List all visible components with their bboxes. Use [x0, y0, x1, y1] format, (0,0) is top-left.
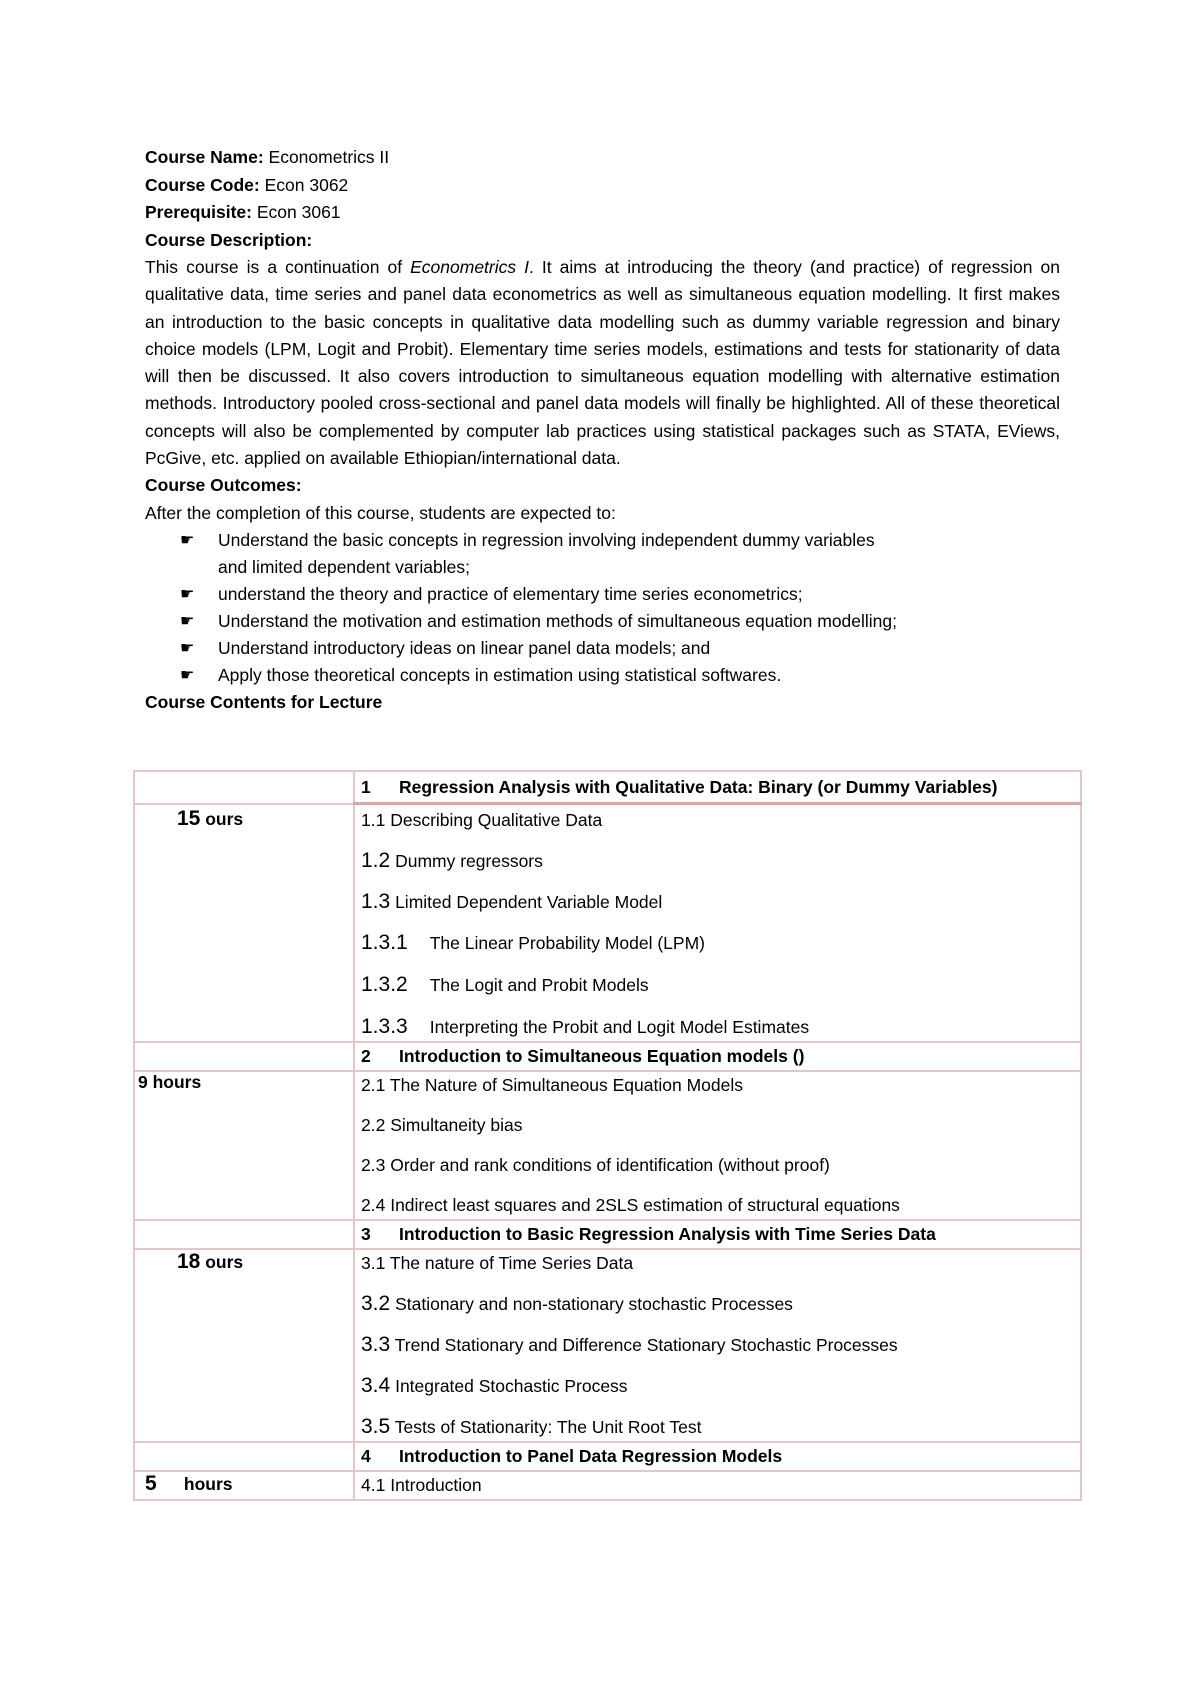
prerequisite-value: Econ 3061	[256, 202, 341, 222]
topic-number: 1.1	[361, 810, 386, 830]
topic-text: The Linear Probability Model (LPM)	[429, 933, 705, 953]
topic-item	[361, 1013, 1074, 1041]
course-contents-table	[133, 770, 1082, 1501]
course-code-value: Econ 3062	[264, 174, 349, 195]
description-heading: Course Description:	[145, 229, 313, 250]
topic-item	[361, 1152, 1074, 1179]
topic-item	[361, 1413, 1074, 1441]
topic-number: 1.3.3	[361, 1015, 408, 1038]
topic-text: The nature of Time Series Data	[389, 1253, 634, 1273]
topic-item	[361, 888, 1074, 916]
course-code-line	[145, 172, 1060, 200]
description-italic: Econometrics I	[410, 257, 530, 277]
chapter-body-row	[134, 1471, 1081, 1500]
topic-text: Tests of Stationarity: The Unit Root Test	[394, 1417, 702, 1437]
pointing-hand-icon: ☛	[180, 613, 195, 631]
chapter-title-text: Introduction to Simultaneous Equation models ()	[399, 1046, 805, 1066]
hours-number: 15	[177, 806, 201, 830]
outcome-item	[180, 608, 900, 635]
chapter-title	[354, 1042, 1081, 1071]
topic-item	[361, 1331, 1074, 1359]
outcomes-heading: Course Outcomes:	[145, 475, 302, 496]
topic-number: 2.1	[361, 1075, 386, 1095]
topic-number: 1.3.2	[361, 973, 408, 996]
hours-number: 18	[177, 1250, 201, 1273]
empty-cell	[134, 1442, 354, 1471]
topic-text: Integrated Stochastic Process	[395, 1376, 628, 1396]
topic-number: 2.3	[361, 1155, 386, 1175]
outcome-text: Understand the basic concepts in regression involving independent dummy variables and limited dependent variables;	[218, 530, 875, 578]
topic-text: Interpreting the Probit and Logit Model Estimates	[429, 1017, 810, 1037]
hours-cell	[134, 1249, 354, 1442]
course-name-value: Econometrics II	[268, 147, 390, 167]
course-name-line	[145, 144, 1060, 172]
topic-number: 3.4	[361, 1374, 391, 1397]
chapter-header-row	[134, 1042, 1081, 1071]
description-part2: . It aims at introducing the theory (and practice) of regression on qualitative data, time series and panel data econometrics as well as simultaneous equation modelling. It first makes an introduction to the basic concepts in qualitative data modelling such as dummy variable regression and binary choice models (LPM, Logit and Probit). Elementary time series models, estimations and tests for stationarity of data will then be discussed. It also covers introduction to simultaneous equation modelling with alternative estimation methods. Introductory pooled cross-sectional and panel data models will finally be highlighted. All of these theoretical concepts will also be complemented by computer lab practices using statistical packages such as STATA, EViews, PcGive, etc. applied on available Ethiopian/international data.	[145, 257, 1060, 469]
topic-item	[361, 971, 1074, 999]
description-paragraph	[145, 254, 1060, 472]
topic-number: 3.3	[361, 1333, 391, 1356]
topic-item	[361, 1192, 1074, 1219]
prerequisite-line	[145, 199, 1060, 227]
course-document	[145, 144, 1060, 715]
outcome-text: understand the theory and practice of elementary time series econometrics;	[218, 584, 803, 605]
topic-number: 3.1	[361, 1253, 386, 1273]
topic-text: The Nature of Simultaneous Equation Models	[389, 1075, 743, 1095]
topic-item	[361, 1072, 1074, 1099]
outcome-item	[180, 527, 900, 581]
chapter-number: 2	[361, 1046, 371, 1066]
topic-number: 3.5	[361, 1415, 391, 1438]
topic-item	[361, 1372, 1074, 1400]
topic-item	[361, 847, 1074, 875]
topic-number: 2.4	[361, 1195, 386, 1215]
pointing-hand-icon: ☛	[180, 586, 195, 604]
hours-cell	[134, 804, 354, 1043]
topic-text: Indirect least squares and 2SLS estimation of structural equations	[390, 1195, 900, 1215]
chapter-title	[354, 771, 1081, 804]
topic-item	[361, 1472, 1074, 1499]
topic-item	[361, 807, 1074, 834]
chapter-title-text: Introduction to Basic Regression Analysis with Time Series Data	[399, 1224, 936, 1244]
chapter-number: 1	[361, 777, 371, 797]
topics-cell	[354, 1071, 1081, 1220]
topic-text: The Logit and Probit Models	[429, 975, 649, 995]
hours-cell	[134, 1471, 354, 1500]
chapter-header-row	[134, 771, 1081, 804]
topic-item	[361, 929, 1074, 957]
outcomes-list	[145, 527, 900, 689]
hours-text: ours	[205, 808, 244, 829]
prerequisite-label: Prerequisite:	[145, 202, 252, 222]
topic-item	[361, 1290, 1074, 1318]
chapter-title	[354, 1442, 1081, 1471]
topic-text: Order and rank conditions of identification (without proof)	[390, 1155, 830, 1175]
topic-text: Limited Dependent Variable Model	[395, 892, 663, 912]
topic-number: 4.1	[361, 1475, 386, 1495]
chapter-title	[354, 1220, 1081, 1249]
topic-text: Introduction	[390, 1475, 482, 1495]
outcome-item	[180, 662, 900, 689]
contents-heading: Course Contents for Lecture	[145, 692, 383, 713]
description-part1: This course is a continuation of	[145, 257, 411, 277]
chapter-number: 4	[361, 1446, 371, 1466]
chapter-body-row	[134, 1249, 1081, 1442]
chapter-title-text: Introduction to Panel Data Regression Models	[399, 1446, 783, 1466]
topic-item	[361, 1112, 1074, 1139]
pointing-hand-icon: ☛	[180, 640, 195, 658]
hours-number: 5	[145, 1472, 157, 1495]
chapter-title-text: Regression Analysis with Qualitative Data: Binary (or Dummy Variables)	[399, 777, 998, 797]
topic-number: 1.3.1	[361, 931, 408, 954]
outcome-item	[180, 581, 900, 608]
empty-cell	[134, 771, 354, 804]
empty-cell	[134, 1042, 354, 1071]
topic-number: 1.3	[361, 890, 391, 913]
chapter-number: 3	[361, 1224, 371, 1244]
outcome-text: Apply those theoretical concepts in estimation using statistical softwares.	[218, 665, 782, 686]
topic-text: Stationary and non-stationary stochastic Processes	[395, 1294, 793, 1314]
topic-item	[361, 1250, 1074, 1277]
topic-number: 3.2	[361, 1292, 391, 1315]
topics-cell	[354, 1471, 1081, 1500]
topics-cell	[354, 804, 1081, 1043]
hours-cell	[134, 1071, 354, 1220]
pointing-hand-icon: ☛	[180, 667, 195, 685]
chapter-body-row	[134, 1071, 1081, 1220]
topic-text: Dummy regressors	[395, 851, 543, 871]
topic-text: Describing Qualitative Data	[390, 810, 603, 830]
outcome-item	[180, 635, 900, 662]
outcomes-intro: After the completion of this course, students are expected to:	[145, 502, 616, 523]
empty-cell	[134, 1220, 354, 1249]
chapter-header-row	[134, 1220, 1081, 1249]
chapter-body-row	[134, 804, 1081, 1043]
outcome-text: Understand the motivation and estimation methods of simultaneous equation modelling;	[218, 611, 898, 632]
hours-text: hours	[183, 1474, 233, 1494]
hours-text: 9 hours	[138, 1072, 202, 1092]
chapter-header-row	[134, 1442, 1081, 1471]
topic-number: 2.2	[361, 1115, 386, 1135]
topics-cell	[354, 1249, 1081, 1442]
topic-text: Simultaneity bias	[390, 1115, 523, 1135]
outcome-text: Understand introductory ideas on linear panel data models; and	[218, 638, 711, 659]
course-code-label: Course Code:	[145, 174, 260, 195]
pointing-hand-icon: ☛	[180, 532, 195, 550]
course-name-label: Course Name:	[145, 147, 264, 167]
hours-text: ours	[205, 1252, 244, 1272]
topic-text: Trend Stationary and Difference Stationary Stochastic Processes	[394, 1335, 898, 1355]
topic-number: 1.2	[361, 849, 391, 872]
